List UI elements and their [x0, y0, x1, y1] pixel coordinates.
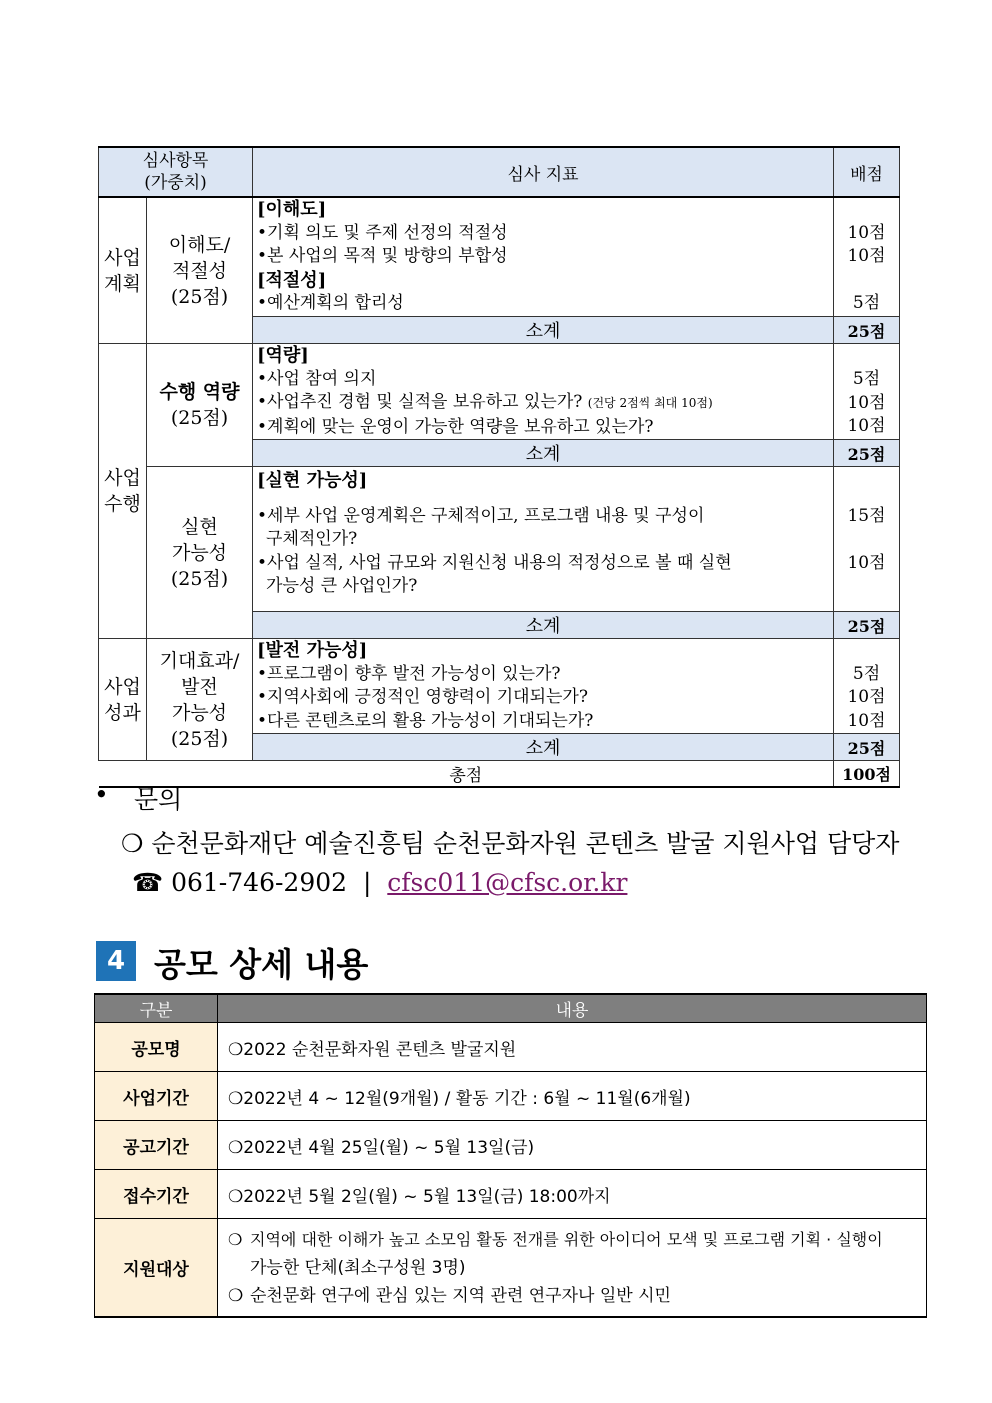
detail-header-key: 구분 [95, 994, 218, 1023]
section-number-badge: 4 [96, 941, 136, 981]
subcategory-capacity: 수행 역량 (25점) [147, 344, 253, 467]
feasibility-row [99, 467, 900, 612]
phone-icon: ☎ [132, 868, 164, 897]
section-title: 공모 상세 내용 [154, 945, 369, 984]
indicator-item: •다른 콘텐츠로의 활용 가능성이 기대되는가? [257, 710, 594, 731]
points-outcome: 5점 10점 10점 [834, 639, 900, 734]
detail-header-value: 내용 [218, 994, 927, 1023]
category-outcome: 사업 성과 [99, 639, 147, 761]
detail-header-row [95, 994, 927, 1023]
indicator-plan: [이해도] •기획 의도 및 주제 선정의 적절성 •본 사업의 목적 및 방향의 부합성 [적절성] •예산계획의 합리성 [253, 197, 834, 317]
evaluation-table [98, 146, 900, 788]
circle-bullet-icon: ❍ [228, 1088, 244, 1109]
subtotal-label: 소계 [253, 317, 834, 344]
indicator-item: •사업추진 경험 및 실적을 보유하고 있는가? (건당 2점씩 최대 10점) [257, 392, 713, 412]
circle-bullet-icon: ❍ [228, 1186, 244, 1207]
indicator-item: •예산계획의 합리성 [257, 293, 404, 314]
table-row [95, 1072, 927, 1121]
inquiry-title: 문의 [134, 785, 183, 814]
contact-text: 순천문화재단 예술진흥팀 순천문화자원 콘텐츠 발굴 지원사업 담당자 [151, 829, 900, 858]
indicator-item: •세부 사업 운영계획은 구체적이고, 프로그램 내용 및 구성이 [257, 505, 705, 526]
list-item: ❍ 순천문화 연구에 관심 있는 지역 관련 연구자나 일반 시민 [228, 1282, 916, 1310]
total-label: 총점 [99, 761, 834, 788]
phone-number: 061-746-2902 [171, 868, 348, 897]
row-key: 지원대상 [95, 1219, 218, 1318]
row-value: ❍2022년 4월 25일(월) ~ 5월 13일(금) [218, 1121, 927, 1170]
row-key: 접수기간 [95, 1170, 218, 1219]
row-value: ❍ 지역에 대한 이해가 높고 소모임 활동 전개를 위한 아이디어 모색 및 프로그램 기획 · 실행이 가능한 단체(최소구성원 3명) ❍ 순천문화 연구에 관심 있는 지역 관련 연구자나 일반 시민 [218, 1219, 927, 1318]
inquiry-phone-line [132, 868, 627, 897]
indicator-item: •사업 실적, 사업 규모와 지원신청 내용의 적정성으로 볼 때 실현 [257, 552, 732, 573]
circle-bullet-icon: ❍ [121, 829, 144, 858]
circle-bullet-icon: ❍ [228, 1229, 243, 1249]
subcategory-feasibility: 실현 가능성 (25점) [147, 467, 253, 639]
subtotal-value: 25점 [834, 734, 900, 761]
table-row [95, 1170, 927, 1219]
indicator-item: •사업 참여 의지 [257, 368, 377, 389]
detail-table [94, 993, 927, 1318]
list-item: ❍ 지역에 대한 이해가 높고 소모임 활동 전개를 위한 아이디어 모색 및 프로그램 기획 · 실행이 [228, 1226, 916, 1254]
row-value: ❍2022년 5월 2일(월) ~ 5월 13일(금) 18:00까지 [218, 1170, 927, 1219]
eval-header-row [99, 147, 900, 197]
total-row [99, 761, 900, 788]
eval-header-points: 배점 [834, 147, 900, 197]
subcategory-outcome: 기대효과/ 발전 가능성 (25점) [147, 639, 253, 761]
bullet-icon: • [94, 780, 109, 809]
subtotal-value: 25점 [834, 440, 900, 467]
points-capacity: 5점 10점 10점 [834, 344, 900, 440]
indicator-item: •프로그램이 향후 발전 가능성이 있는가? [257, 663, 561, 684]
indicator-item: •본 사업의 목적 및 방향의 부합성 [257, 246, 508, 267]
indicator-capacity: [역량] •사업 참여 의지 •사업추진 경험 및 실적을 보유하고 있는가? (건당 2점씩 최대 10점) •계획에 맞는 운영이 가능한 역량을 보유하고 있는가? [253, 344, 834, 440]
category-plan: 사업 계획 [99, 197, 147, 344]
outcome-row [99, 639, 900, 734]
subtotal-value: 25점 [834, 317, 900, 344]
subtotal-label: 소계 [253, 734, 834, 761]
table-row [95, 1219, 927, 1318]
note: (건당 2점씩 최대 10점) [587, 396, 713, 410]
table-row [95, 1121, 927, 1170]
inquiry-contact [121, 824, 899, 860]
points-feasibility: 15점 10점 [834, 467, 900, 612]
eval-header-item: 심사항목 (가중치) [99, 147, 253, 197]
separator: | [362, 868, 372, 897]
plan-row [99, 197, 900, 317]
indicator-feasibility: [실현 가능성] •세부 사업 운영계획은 구체적이고, 프로그램 내용 및 구성이 구체적인가? •사업 실적, 사업 규모와 지원신청 내용의 적정성으로 볼 때 실현 가능성 큰 사업인가? [253, 467, 834, 612]
circle-bullet-icon: ❍ [228, 1039, 244, 1060]
indicator-item: •기획 의도 및 주제 선정의 적절성 [257, 222, 508, 243]
row-key: 공모명 [95, 1023, 218, 1072]
row-value: ❍2022년 4 ~ 12월(9개월) / 활동 기간 : 6월 ~ 11월(6개월) [218, 1072, 927, 1121]
indicator-item: •지역사회에 긍정적인 영향력이 기대되는가? [257, 687, 588, 707]
subcategory-understanding: 이해도/ 적절성 (25점) [147, 197, 253, 344]
eval-header-indicator: 심사 지표 [253, 147, 834, 197]
points-plan: 10점 10점 5점 [834, 197, 900, 317]
capacity-row [99, 344, 900, 440]
row-key: 사업기간 [95, 1072, 218, 1121]
circle-bullet-icon: ❍ [228, 1137, 244, 1158]
row-key: 공고기간 [95, 1121, 218, 1170]
row-value: ❍2022 순천문화자원 콘텐츠 발굴지원 [218, 1023, 927, 1072]
indicator-item: •계획에 맞는 운영이 가능한 역량을 보유하고 있는가? [257, 416, 654, 437]
email-link[interactable]: cfsc011@cfsc.or.kr [387, 868, 628, 897]
subtotal-label: 소계 [253, 440, 834, 467]
category-execution: 사업 수행 [99, 344, 147, 639]
subtotal-value: 25점 [834, 612, 900, 639]
total-value: 100점 [834, 761, 900, 788]
subtotal-label: 소계 [253, 612, 834, 639]
indicator-outcome: [발전 가능성] •프로그램이 향후 발전 가능성이 있는가? •지역사회에 긍정적인 영향력이 기대되는가? •다른 콘텐츠로의 활용 가능성이 기대되는가? [253, 639, 834, 734]
circle-bullet-icon: ❍ [228, 1285, 244, 1306]
table-row [95, 1023, 927, 1072]
